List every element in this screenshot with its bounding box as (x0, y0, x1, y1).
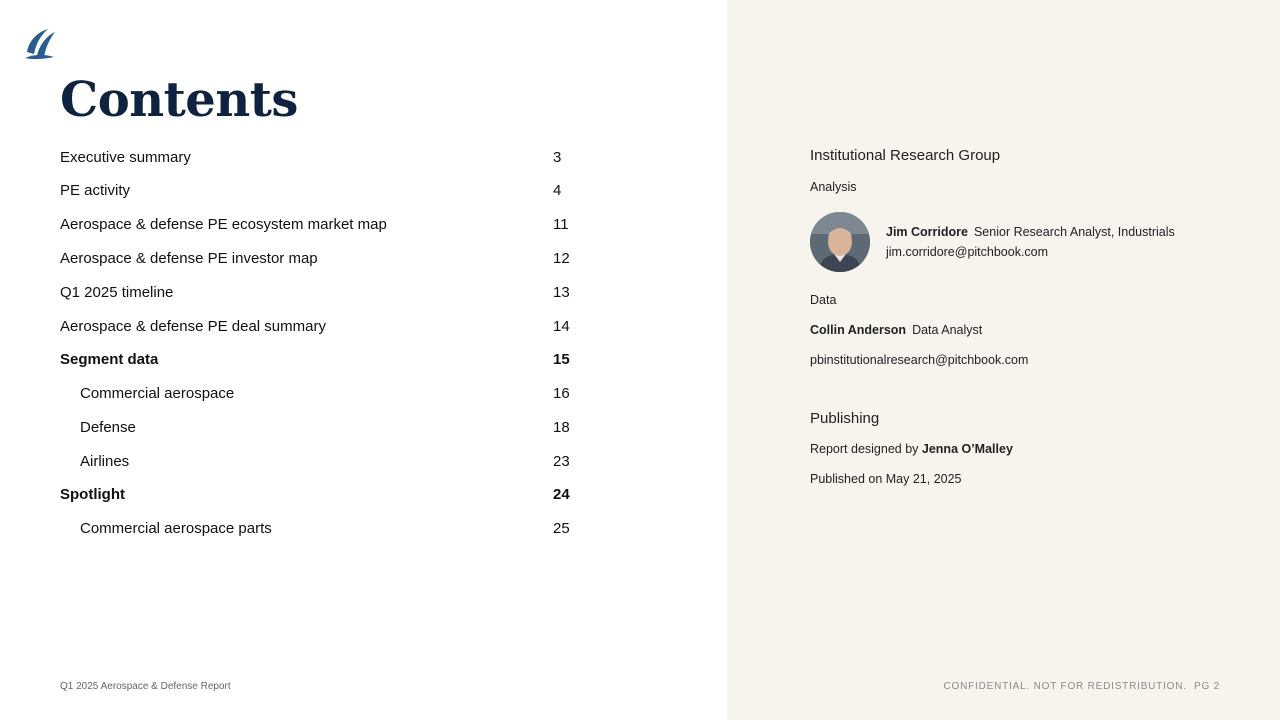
toc-item-label: Aerospace & defense PE investor map (60, 249, 318, 267)
toc-item-page: 15 (553, 350, 570, 368)
designed-by-prefix: Report designed by (810, 442, 919, 456)
toc-item-commercial-aerospace-parts[interactable] (60, 511, 580, 545)
toc-item-pe-activity[interactable] (60, 173, 580, 207)
toc-item-page: 4 (553, 181, 562, 199)
toc-item-airlines[interactable] (60, 444, 580, 478)
toc-item-label: Airlines (80, 452, 130, 470)
toc-item-page: 16 (553, 384, 570, 402)
data-analyst-name: Collin Anderson (810, 323, 907, 337)
page-title: Contents (60, 72, 298, 128)
toc-item-page: 18 (553, 418, 570, 436)
publishing-heading: Publishing (810, 410, 880, 427)
designed-by (810, 442, 1013, 456)
research-group-heading: Institutional Research Group (810, 147, 1001, 164)
toc-item-page: 12 (553, 249, 570, 267)
toc-item-label: Spotlight (60, 485, 125, 503)
toc-item-label: Executive summary (60, 148, 191, 166)
toc-item-label: Segment data (60, 350, 159, 368)
toc-item-page: 13 (553, 283, 570, 301)
toc-item-label: Aerospace & defense PE ecosystem market map (60, 215, 387, 233)
toc-item-label: Commercial aerospace (80, 384, 235, 402)
avatar (810, 212, 870, 272)
toc-item-label: Defense (80, 418, 136, 436)
analyst-title: Senior Research Analyst, Industrials (973, 225, 1175, 239)
toc-item-investor-map[interactable] (60, 241, 580, 275)
toc-item-page: 23 (553, 452, 570, 470)
data-analyst-title: Data Analyst (912, 323, 983, 337)
footer-confidential: CONFIDENTIAL. NOT FOR REDISTRIBUTION. PG 2 (943, 681, 1220, 692)
toc-item-page: 25 (553, 519, 570, 537)
analysis-label: Analysis (810, 180, 857, 194)
toc-item-label: PE activity (60, 181, 131, 199)
toc-item-page: 14 (553, 317, 570, 335)
analyst-email[interactable]: jim.corridore@pitchbook.com (886, 245, 1049, 259)
analyst-info (886, 225, 1175, 239)
footer-report-name: Q1 2025 Aerospace & Defense Report (60, 681, 231, 692)
toc-item-page: 11 (553, 215, 569, 233)
sail-logo-icon (24, 27, 58, 61)
toc-item-timeline[interactable] (60, 275, 580, 309)
toc-item-page: 3 (553, 148, 562, 166)
published-date: Published on May 21, 2025 (810, 472, 962, 486)
toc-item-spotlight[interactable] (60, 477, 580, 511)
toc-item-label: Q1 2025 timeline (60, 283, 174, 301)
analyst-photo (810, 212, 870, 272)
toc-item-page: 24 (553, 485, 570, 503)
toc-item-executive-summary[interactable] (60, 140, 580, 174)
toc-item-defense[interactable] (60, 410, 580, 444)
team-email[interactable]: pbinstitutionalresearch@pitchbook.com (810, 353, 1029, 367)
toc-item-commercial-aerospace[interactable] (60, 376, 580, 410)
data-label: Data (810, 293, 837, 307)
toc-item-segment-data[interactable] (60, 342, 580, 376)
toc-item-label: Commercial aerospace parts (80, 519, 272, 537)
toc-item-ecosystem-market-map[interactable] (60, 207, 580, 241)
designer-name: Jenna O’Malley (921, 442, 1013, 456)
analyst-name: Jim Corridore (886, 225, 968, 239)
toc-item-deal-summary[interactable] (60, 309, 580, 343)
toc-item-label: Aerospace & defense PE deal summary (60, 317, 326, 335)
data-analyst-info (810, 323, 982, 337)
